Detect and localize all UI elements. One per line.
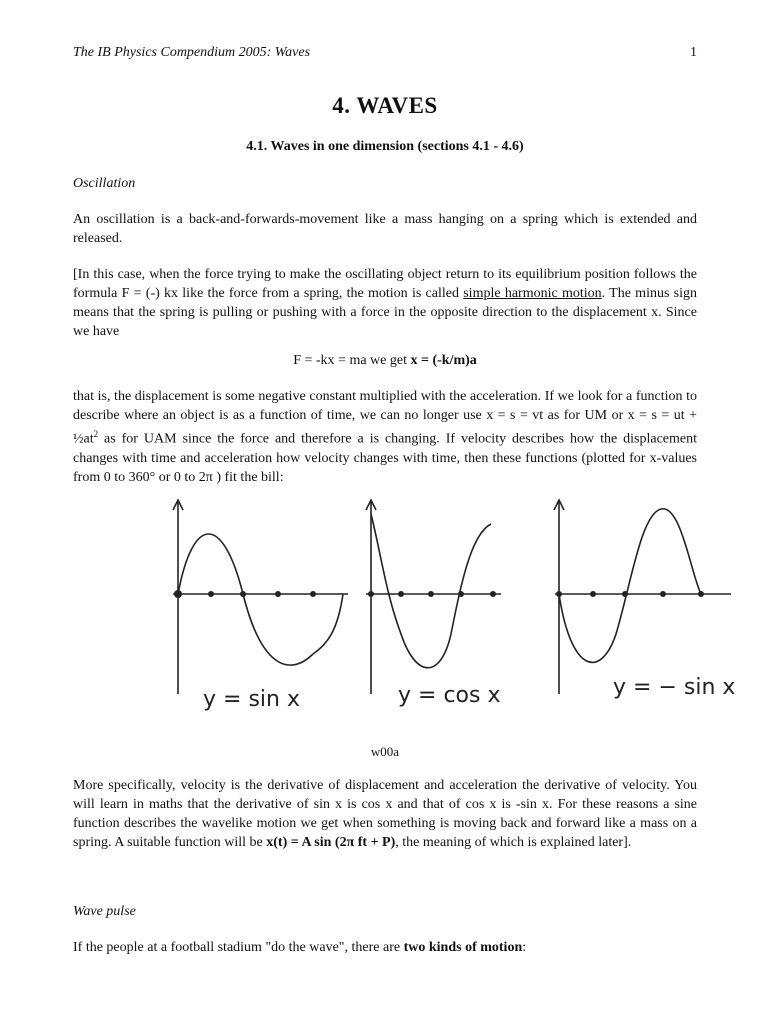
paragraph-oscillation-definition: An oscillation is a back-and-forwards-movement like a mass hanging on a spring which is extended and released. <box>73 212 697 246</box>
trig-graphs-svg <box>163 494 763 734</box>
section-title: 4.1. Waves in one dimension (sections 4.1 - 4.6) <box>246 139 524 154</box>
paragraph-shm: [In this case, when the force trying to make the oscillating object return to its equilibrium position follows the formula F = (-) kx like the force from a spring, the motion is called simple harmonic motion. The minus sign means that the spring is pulling or pushing with a force in the opposite direction to the displacement x. Since we have <box>73 267 698 339</box>
cos-curve <box>371 514 491 668</box>
equation-force: F = -kx = ma we get x = (-k/m)a <box>293 353 477 368</box>
page-number: 1 <box>690 45 697 60</box>
graph-cos <box>366 500 501 694</box>
heading-oscillation: Oscillation <box>73 176 136 191</box>
graph-negsin <box>554 500 731 694</box>
figure-caption: w00a <box>370 744 400 759</box>
negsin-curve <box>559 509 701 663</box>
paragraph-wave-pulse: If the people at a football stadium "do the wave", there are two kinds of motion: <box>73 940 527 955</box>
label-negsin: y = − sin x <box>613 675 736 700</box>
paragraph-derivatives: More specifically, velocity is the derivative of displacement and acceleration the derivative of velocity. You will learn in maths that the derivative of sin x is cos x and that of cos x is -sin x. For these reasons a sine function describes the wavelike motion we get when something is moving back and forward like a mass on a spring. A suitable function will be x(t) = A sin (2π ft + P), the meaning of which is explained later]. <box>73 778 697 850</box>
graph-sin <box>173 500 348 694</box>
heading-wave-pulse: Wave pulse <box>73 904 136 919</box>
paragraph-displacement-functions: that is, the displacement is some negative constant multiplied with the acceleration. If we look for a function to describe where an object is as a function of time, we can no longer use x = s = vt as for UM or x = s = ut + $\frac{1}{2}at^2$ as for UAM since the force and therefore a is changing. If velocity describes how the displacement changes with time and acceleration how velocity changes with time, then these functions (plotted for x-values from 0 to 360° or 0 to 2π ) fit the bill: <box>73 389 697 485</box>
running-title: The IB Physics Compendium 2005: Waves <box>73 45 311 60</box>
figure-trig-graphs <box>163 494 763 739</box>
running-header <box>73 45 697 61</box>
sin-curve <box>178 534 313 665</box>
label-sin: y = sin x <box>203 687 300 712</box>
chapter-title: 4. WAVES <box>332 93 438 118</box>
label-cos: y = cos x <box>398 683 501 708</box>
link-simple-harmonic-motion: simple harmonic motion <box>463 286 602 301</box>
